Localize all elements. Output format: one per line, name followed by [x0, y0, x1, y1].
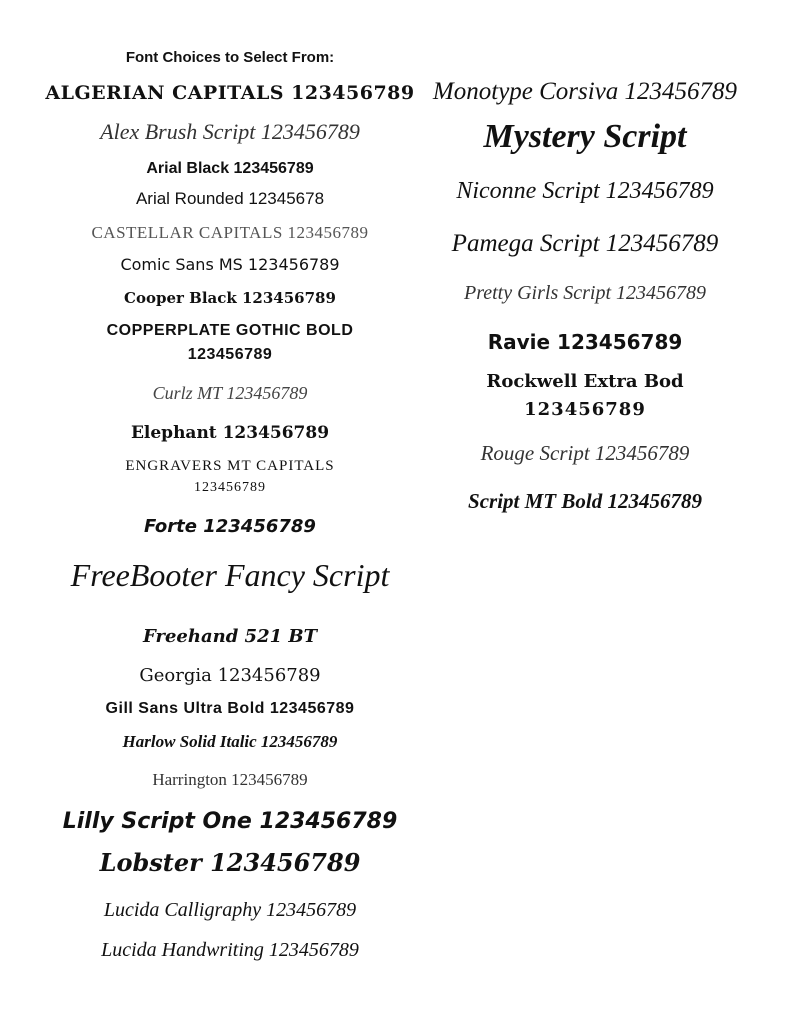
font-sample-engravers: ENGRAVERS MT CAPITALS [125, 458, 335, 474]
font-sample-rockwell-numbers: 123456789 [524, 399, 646, 420]
font-sample-algerian: ALGERIAN CAPITALS 123456789 [45, 82, 415, 104]
font-sample-lucida-handwriting: Lucida Handwriting 123456789 [101, 939, 359, 961]
font-sample-pamega-script: Pamega Script 123456789 [451, 230, 719, 257]
font-sample-lucida-calligraphy: Lucida Calligraphy 123456789 [103, 899, 357, 921]
page-heading: Font Choices to Select From: [125, 49, 335, 66]
font-sample-engravers-numbers: 123456789 [194, 480, 266, 495]
font-sample-niconne-script: Niconne Script 123456789 [456, 178, 714, 204]
font-sample-freebooter: FreeBooter Fancy Script [70, 557, 390, 593]
font-sample-copperplate-numbers: 123456789 [187, 346, 273, 363]
font-sample-gill-sans-ultra: Gill Sans Ultra Bold 123456789 [105, 700, 355, 717]
font-sample-mystery-script: Mystery Script [483, 118, 687, 155]
font-sample-rockwell-extra-bold: Rockwell Extra Bod [486, 371, 684, 392]
font-sample-lilly-script: Lilly Script One 123456789 [62, 809, 398, 834]
font-sample-arial-rounded: Arial Rounded 12345678 [135, 189, 325, 208]
font-sample-monotype-corsiva: Monotype Corsiva 123456789 [432, 78, 738, 105]
font-sample-alex-brush: Alex Brush Script 123456789 [100, 119, 360, 144]
font-sample-script-mt-bold: Script MT Bold 123456789 [468, 489, 702, 513]
font-sample-castellar: CASTELLAR CAPITALS 123456789 [91, 223, 369, 242]
font-sample-harrington: Harrington 123456789 [152, 770, 308, 789]
font-sample-copperplate: COPPERPLATE GOTHIC BOLD [106, 322, 354, 339]
font-sample-comic-sans: Comic Sans MS 123456789 [120, 255, 340, 274]
font-sample-cooper-black: Cooper Black 123456789 [124, 289, 336, 307]
font-sample-georgia: Georgia 123456789 [139, 665, 321, 686]
font-sample-ravie: Ravie 123456789 [487, 330, 683, 354]
font-sample-lobster: Lobster 123456789 [99, 848, 361, 877]
font-sample-forte: Forte 123456789 [144, 516, 316, 537]
font-sample-pretty-girls-script: Pretty Girls Script 123456789 [463, 282, 707, 304]
font-sample-rouge-script: Rouge Script 123456789 [480, 441, 690, 465]
font-sample-curlz: Curlz MT 123456789 [152, 383, 308, 403]
font-sample-harlow: Harlow Solid Italic 123456789 [122, 732, 338, 751]
font-sample-arial-black: Arial Black 123456789 [146, 160, 314, 177]
font-sample-freehand: Freehand 521 BT [143, 626, 317, 647]
font-sample-elephant: Elephant 123456789 [130, 423, 330, 443]
